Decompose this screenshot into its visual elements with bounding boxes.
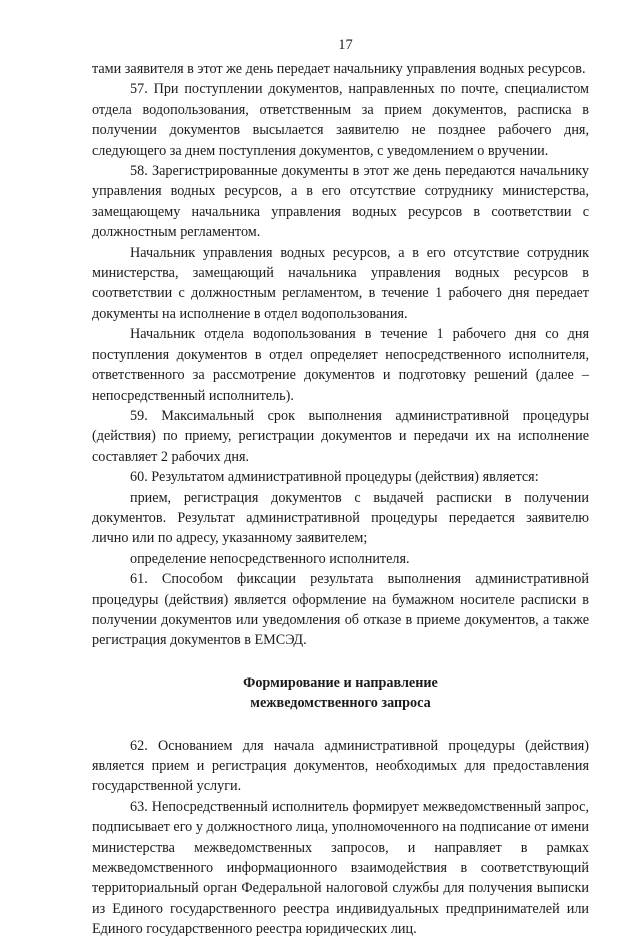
paragraph: Начальник управления водных ресурсов, а в его отсутствие сотрудник министерства, замещающий начальника управления водных ресурсов в соответствии с должностным регламентом, в течение 1 рабочего дня передает документы на исполнение в отдел водопользования. (92, 244, 589, 322)
body-text-top (92, 59, 589, 651)
section-heading-line: межведомственного запроса (250, 695, 431, 712)
paragraph: 60. Результатом административной процедуры (действия) является: (130, 469, 539, 486)
paragraph: 58. Зарегистрированные документы в этот же день передаются начальнику управления водных ресурсов, а в его отсутствие сотруднику министерства, замещающему начальника управления водных ресурсов в соответствии с должностным регламентом. (92, 163, 589, 241)
paragraph: 61. Способом фиксации результата выполнения административной процедуры (действия) является оформление на бумажном носителе расписки в получении документов или уведомления об отказе в приеме документов, а также регистрация документов в ЕМСЭД. (92, 571, 589, 649)
paragraph: определение непосредственного исполнителя. (130, 550, 410, 567)
page-number: 17 (338, 37, 353, 53)
paragraph: тами заявителя в этот же день передает начальнику управления водных ресурсов. (92, 61, 586, 77)
section-heading (92, 673, 589, 714)
paragraph: Начальник отдела водопользования в течение 1 рабочего дня со дня поступления документов в отдел определяет непосредственного исполнителя, ответственного за рассмотрение документов и подготовку решений (далее – непосредственный исполнитель). (92, 326, 589, 404)
paragraph: 62. Основанием для начала административной процедуры (действия) является прием и регистрация документов, необходимых для предоставления государственной услуги. (92, 737, 589, 795)
paragraph: 63. Непосредственный исполнитель формирует межведомственный запрос, подписывает его у должностного лица, уполномоченного на подписание от имени министерства межведомственных запросов, и направляет в рамках межведомственного информационного взаимодействия в соответствующий территориальный орган Федеральной налоговой службы для получения выписки из Единого государственного реестра индивидуальных предпринимателей или Единого государственного реестра юридических лиц. (92, 798, 589, 938)
paragraph: 59. Максимальный срок выполнения административной процедуры (действия) по приему, регистрации документов и передачи их на исполнение составляет 2 рабочих дня. (92, 407, 589, 465)
section-heading-line: Формирование и направление (243, 674, 438, 691)
body-text-bottom (92, 736, 589, 940)
paragraph: прием, регистрация документов с выдачей расписки в получении документов. Результат административной процедуры передается заявителю лично или по адресу, указанному заявителем; (92, 489, 589, 547)
paragraph: 57. При поступлении документов, направленных по почте, специалистом отдела водопользования, ответственным за прием документов, расписка в получении документов высылается заявителю не позднее рабочего дня, следующего за днем поступления документов, с уведомлением о вручении. (92, 81, 589, 159)
